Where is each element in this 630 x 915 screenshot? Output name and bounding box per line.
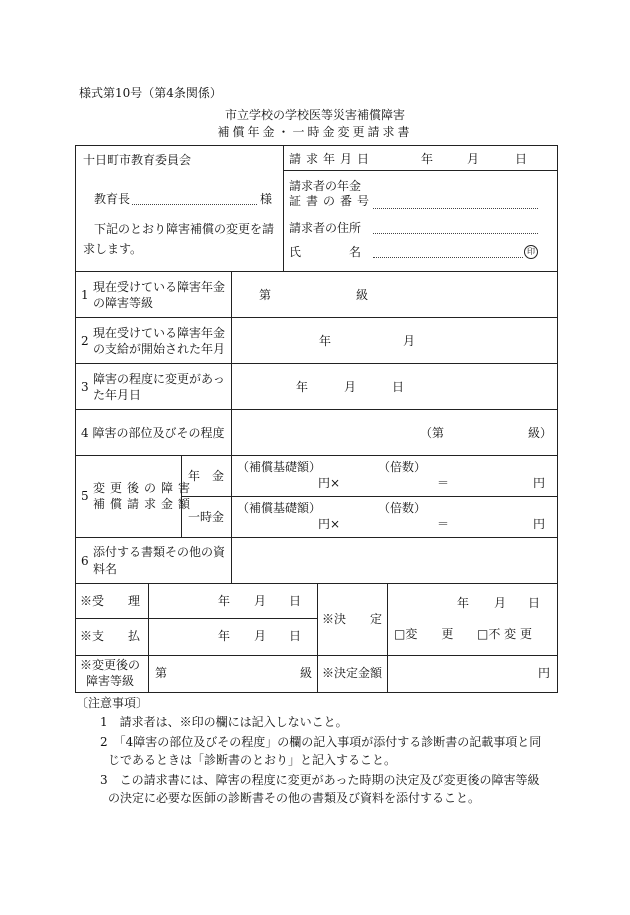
decision-change-checkbox[interactable]: □変 更 (394, 627, 454, 641)
row5-number: 5 (81, 489, 89, 503)
lump-yen: 円 (533, 517, 546, 531)
row2-month: 月 (403, 334, 416, 348)
new-grade-label-2: 障害等級 (86, 674, 135, 688)
payment-label: ※支 払 (80, 629, 141, 643)
row4-grade: （第 級） (420, 426, 553, 440)
name-field[interactable] (373, 257, 523, 258)
claim-date-month: 月 (467, 152, 480, 166)
honorific: 様 (260, 192, 273, 206)
row6-label-2: 料名 (93, 562, 118, 576)
row3-month: 月 (344, 380, 357, 394)
receipt-day: 日 (289, 594, 302, 608)
form-title-line2: 補償年金・一時金変更請求書 (217, 125, 413, 139)
chief-label: 教育長 (94, 192, 131, 206)
pension-multiplier-label: （倍数） (378, 460, 427, 474)
decision-nochange-checkbox[interactable]: □不 変 更 (477, 627, 532, 641)
payment-month: 月 (254, 629, 267, 643)
receipt-label: ※受 理 (80, 594, 141, 608)
new-grade-label-1: ※変更後の (80, 658, 141, 672)
payment-year: 年 (218, 629, 231, 643)
lump-yen-times: 円× (318, 517, 341, 531)
row1-number: 1 (81, 288, 89, 302)
lump-base-label: （補償基礎額） (237, 501, 322, 515)
row2-number: 2 (81, 334, 89, 348)
pension-yen-times: 円× (318, 476, 341, 490)
form-number: 様式第10号（第4条関係） (79, 86, 222, 100)
row3-label-2: た年月日 (93, 388, 142, 402)
claim-date-year: 年 (421, 152, 434, 166)
board-name: 十日町市教育委員会 (83, 153, 192, 167)
row1-grade-prefix: 第 (259, 288, 272, 302)
row2-label-1: 現在受けている障害年金 (93, 326, 226, 340)
row6-number: 6 (81, 554, 89, 568)
form-title-line1: 市立学校の学校医等災害補償障害 (224, 108, 405, 122)
name-label-1: 氏 (289, 245, 302, 259)
intro-text-line2: 求します。 (83, 242, 143, 256)
lump-multiplier-label: （倍数） (378, 501, 427, 515)
pension-cert-label-1: 請求者の年金 (289, 179, 362, 193)
row3-number: 3 (81, 380, 89, 394)
row6-label-1: 添付する書類その他の資 (93, 545, 226, 559)
row2-label-2: の支給が開始された年月 (93, 342, 226, 356)
row4-label: 4 障害の部位及びその程度 (81, 426, 225, 440)
name-label-2: 名 (349, 245, 362, 259)
notes-header: 〔注意事項〕 (76, 696, 149, 710)
row1-label-1: 現在受けている障害年金 (93, 280, 226, 294)
pension-yen: 円 (533, 476, 546, 490)
chief-name-line[interactable] (132, 204, 257, 205)
row1-grade-suffix: 級 (356, 288, 369, 302)
note-3-line1: 3 この請求書には、障害の程度に変更があった時期の決定及び変更後の障害等級 (100, 773, 540, 787)
row2-year: 年 (319, 334, 332, 348)
row3-day: 日 (392, 380, 405, 394)
decided-amount-unit: 円 (538, 666, 551, 680)
note-1: 1 請求者は、※印の欄には記入しないこと。 (100, 715, 348, 729)
receipt-month: 月 (254, 594, 267, 608)
decision-year: 年 (457, 596, 470, 610)
note-2-line2: じであるときは「診断書のとおり」と記入すること。 (108, 753, 397, 767)
new-grade-prefix: 第 (155, 666, 168, 680)
lump-equals: ＝ (437, 517, 450, 531)
claim-date-label: 請求年月日 (289, 152, 375, 166)
address-field[interactable] (373, 233, 538, 234)
decision-label: ※決 定 (322, 612, 383, 626)
decision-month: 月 (494, 596, 507, 610)
intro-text-line1: 下記のとおり障害補償の変更を請 (94, 222, 275, 236)
row5-label-2: 補償請求金額 (93, 497, 196, 511)
seal-mark: 印 (524, 245, 538, 259)
decided-amount-label: ※決定金額 (322, 666, 383, 680)
row3-year: 年 (296, 380, 309, 394)
receipt-year: 年 (218, 594, 231, 608)
pension-equals: ＝ (437, 476, 450, 490)
note-3-line2: の決定に必要な医師の診断書その他の書類及び資料を添付すること。 (108, 791, 481, 805)
new-grade-suffix: 級 (300, 666, 313, 680)
claim-date-day: 日 (515, 152, 528, 166)
row5-label-1: 変更後の障害 (93, 481, 196, 495)
decision-day: 日 (528, 596, 541, 610)
row1-label-2: の障害等級 (93, 296, 154, 310)
payment-day: 日 (289, 629, 302, 643)
address-label: 請求者の住所 (289, 221, 362, 235)
pension-cert-number-field[interactable] (373, 208, 538, 209)
lump-sum-sublabel: 一時金 (188, 510, 225, 524)
note-2-line1: 2 「4障害の部位及びその程度」の欄の記入事項が添付する診断書の記載事項と同 (100, 735, 542, 749)
pension-sublabel: 年 金 (188, 469, 225, 483)
pension-cert-label-2: 証書の番号 (289, 194, 375, 208)
pension-base-label: （補償基礎額） (237, 460, 322, 474)
row3-label-1: 障害の程度に変更があっ (93, 372, 225, 386)
